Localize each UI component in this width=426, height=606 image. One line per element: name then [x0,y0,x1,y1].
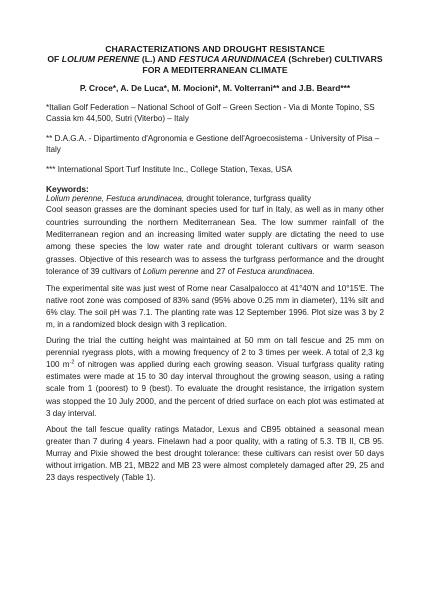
title-line-3: FOR A MEDITERRANEAN CLIMATE [142,64,288,75]
keywords-rest: drought tolerance, turfgrass quality [184,194,312,204]
species-name: Festuca arundinacea [236,267,313,277]
title-species-2: FESTUCA ARUNDINACEA [178,54,286,65]
paragraph-text: of nitrogen was applied during each growing season. Visual turfgrass quality rating estimates were made at 15 to 30 day interval throughout the growing season, using a rating scale from 1 (poorest) to 9 (best). To evaluate the drought resistance, the irrigation system was stopped the 10 July 2000, and the percent of dried surface on each plot was estimated at 3 day interval. [46,360,385,418]
keywords-heading: Keywords: [46,184,89,195]
title-species-1: LOLIUM PERENNE [61,54,140,65]
body-paragraph-4: About the tall fescue quality ratings Matador, Lexus and CB95 obtained a seasonal mean greater than 7 during 4 years. Finelawn had a poor quality, with a rating of 5.3. TB II, CB 95. Murray and Pixie showed the best drought tolerance: these cultivars can resist over 50 days without irrigation. MB 21, MB22 and MB 23 were almost completely damaged after 29, 25 and 23 days respectively (Table 1). [46,424,384,483]
paper-title [46,44,384,75]
title-text: (L.) AND [139,54,179,65]
keywords-list [46,194,384,204]
title-line-1: CHARACTERIZATIONS AND DROUGHT RESISTANCE [105,44,325,54]
author-list: P. Croce*, A. De Luca*, M. Mocioni*, M. Volterrani** and J.B. Beard*** [79,83,351,94]
paragraph-text: During the trial the cutting height was maintained at 50 mm on tall fescue and 25 mm on perennial ryegrass plots, with a mowing frequency of 2 to 3 times per week. A total of 2,3 kg 100 m [46,336,384,370]
affiliation-3: *** International Sport Turf Institute Inc., College Station, Texas, USA [46,165,292,175]
title-text: (Schreber) CULTIVARS [285,54,383,65]
title-line-2 [46,54,384,64]
keywords-species: Lolium perenne, Festuca arundinacea, [46,194,185,204]
paragraph-text: Cool season grasses are the dominant species used for turf in Italy, as well as in many other countries surrounding the northern Mediterranean Sea. The low summer rainfall of the Mediterranean region and an increasing limited water supply are dictating the need to use among these species the low water rate and drought tolerant cultivars or warm season grasses. Objective of this research was to assess the turfgrass performance and the drought tolerance of 39 cultivars of [46,205,384,277]
affiliation-2: ** D.A.G.A. - Dipartimento d'Agronomia e Gestione dell'Agroecosistema - University of Pisa – Italy [46,134,380,155]
body-paragraph-1 [46,204,384,278]
title-text: OF [47,54,62,65]
species-name: Lolium perenne [142,267,199,277]
paragraph-text: and 27 of [198,267,237,277]
body-paragraph-2: The experimental site was just west of Rome near Casalpalocco at 41°40'N and 10°15'E. The native root zone was composed of 83% sand (95% above 0.25 mm in diameter), 11% silt and 6% clay. The soil pH was 7.1. The planting rate was 12 September 1996. Plot size was 3 by 2 m, in a randomized block design with 3 replication. [46,283,384,329]
superscript: -2 [69,359,75,366]
body-paragraph-3 [46,335,384,420]
affiliation-1: *Italian Golf Federation – National School of Golf – Green Section - Via di Monte Topino, SS Cassia km 44,500, Sutri (Viterbo) – Italy [46,103,375,124]
paragraph-text: . [312,267,315,277]
